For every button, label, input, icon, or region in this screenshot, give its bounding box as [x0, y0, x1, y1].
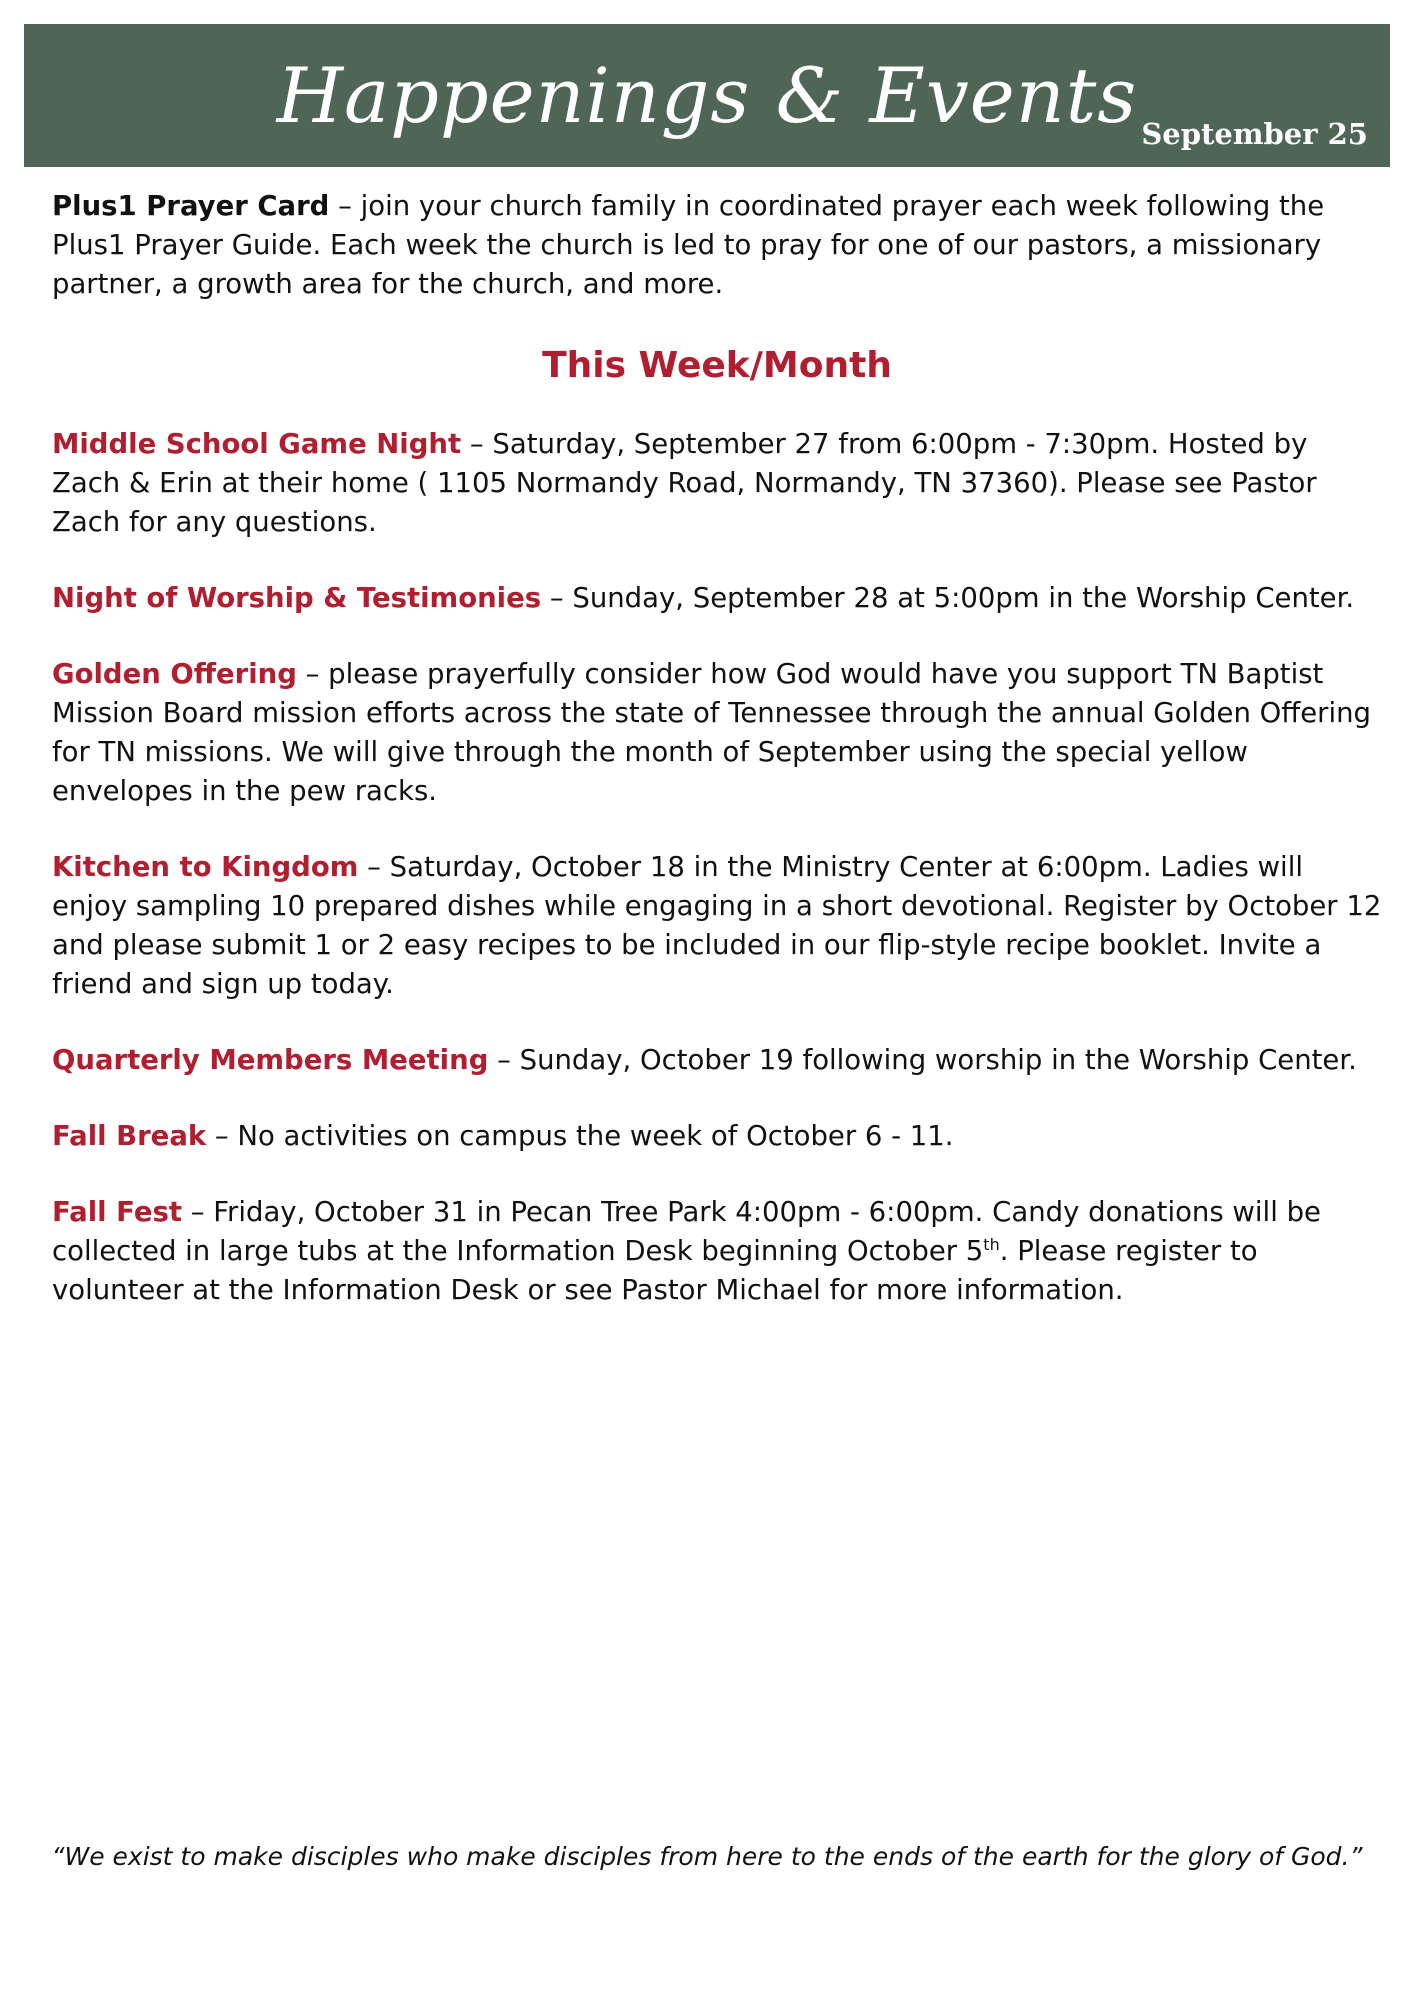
event-item-game-night — [52, 425, 1382, 542]
event-label: Night of Worship & Testimonies — [52, 582, 542, 614]
event-text: – Sunday, October 19 following worship in the Worship Center. — [488, 1044, 1357, 1076]
intro-label: Plus1 Prayer Card — [52, 190, 330, 222]
event-label: Quarterly Members Meeting — [52, 1044, 489, 1076]
ordinal-superscript: th — [983, 1234, 1000, 1254]
event-text: – Sunday, September 28 at 5:00pm in the Worship Center. — [541, 582, 1355, 614]
header-banner — [24, 24, 1390, 167]
event-label: Kitchen to Kingdom — [52, 851, 359, 883]
event-label: Golden Offering — [52, 658, 297, 690]
footer-quote: “We exist to make disciples who make disciples from here to the ends of the earth for the glory of God.” — [51, 1842, 1363, 1871]
event-text: – No activities on campus the week of October 6 - 11. — [206, 1120, 954, 1152]
event-item-fall-break — [52, 1117, 1382, 1156]
event-item-kitchen-to-kingdom — [52, 848, 1382, 1004]
event-label: Middle School Game Night — [52, 428, 462, 460]
event-text-continued: . Please register to volunteer at the Information Desk or see Pastor Michael for more information. — [52, 1235, 1258, 1306]
page-title: Happenings & Events — [276, 51, 1138, 140]
event-label: Fall Break — [52, 1120, 207, 1152]
section-heading: This Week/Month — [542, 345, 892, 386]
event-item-fall-fest — [52, 1193, 1382, 1310]
event-text: – please prayerfully consider how God would have you support TN Baptist Mission Board mission efforts across the state of Tennessee through the annual Golden Offering for TN missions. We will give through the month of September using the special yellow envelopes in the pew racks. — [52, 658, 1371, 807]
event-label: Fall Fest — [52, 1196, 182, 1228]
event-item-golden-offering — [52, 655, 1382, 811]
event-text: – Friday, October 31 in Pecan Tree Park 4:00pm - 6:00pm. Candy donations will be collected in large tubs at the Information Desk beginning October 5 — [52, 1196, 1321, 1267]
intro-text: – join your church family in coordinated prayer each week following the Plus1 Prayer Guide. Each week the church is led to pray for one of our pastors, a missionary partner, a growth area for the church, and more. — [52, 190, 1325, 300]
event-item-members-meeting — [52, 1041, 1382, 1080]
intro-paragraph — [52, 187, 1382, 304]
event-text: – Saturday, October 18 in the Ministry Center at 6:00pm. Ladies will enjoy sampling 10 prepared dishes while engaging in a short devotional. Register by October 12 and please submit 1 or 2 easy recipes to be included in our flip-style recipe booklet. Invite a friend and sign up today. — [52, 851, 1382, 1000]
header-date: September 25 — [1141, 117, 1368, 151]
event-item-night-of-worship — [52, 579, 1382, 618]
event-text: – Saturday, September 27 from 6:00pm - 7:30pm. Hosted by Zach & Erin at their home ( 1105 Normandy Road, Normandy, TN 37360). Please see Pastor Zach for any questions. — [52, 428, 1317, 538]
main-content — [52, 187, 1382, 1347]
